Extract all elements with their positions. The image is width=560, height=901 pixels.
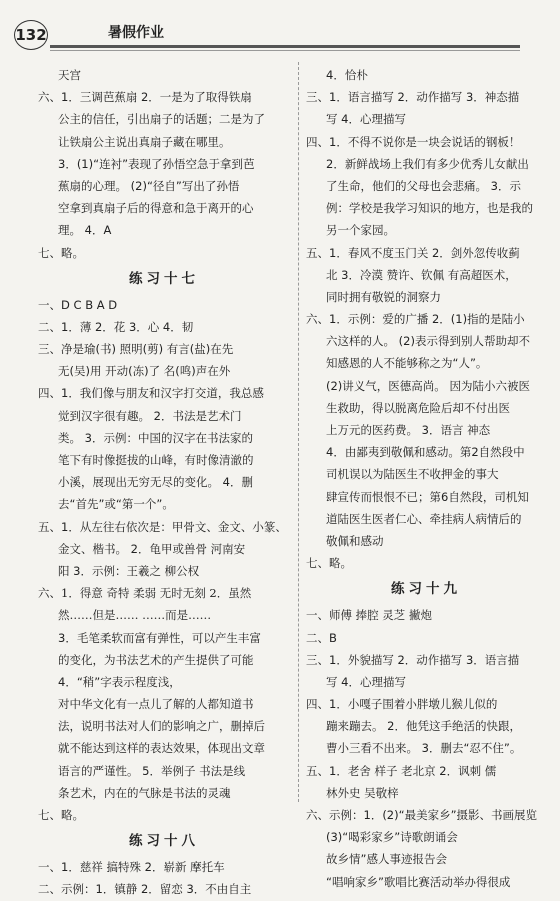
answer-line: 一、1．慈祥 搞特殊 2．崭新 摩托车 xyxy=(38,860,225,875)
answer-line: 空拿到真扇子后的得意和急于离开的心 xyxy=(58,201,254,216)
answer-line: 北 3．冷漠 赞许、钦佩 有高超医术， xyxy=(326,267,517,282)
answer-line: 道陆医生医者仁心、牵挂病人病情后的 xyxy=(326,511,522,526)
answer-line: 四、1．不得不说你是一块会说话的钢板！ xyxy=(306,134,521,149)
answer-line: 条艺术，内在的气脉是书法的灵魂 xyxy=(58,785,231,800)
answer-line: 的变化，为书法艺术的产生提供了可能 xyxy=(58,652,254,667)
answer-line: 二、1．薄 2．花 3．心 4．韧 xyxy=(38,319,194,334)
right-column xyxy=(306,64,546,893)
answer-line: 知感恩的人不能够称之为“人”。 xyxy=(326,356,488,371)
answer-line: 语言的严谨性。 5．举例子 书法是线 xyxy=(58,763,246,778)
column-divider xyxy=(298,62,299,802)
answer-line: 敬佩和感动 xyxy=(326,533,384,548)
answer-line: 例：学校是我学习知识的地方，也是我的 xyxy=(326,201,533,216)
book-title: 暑假作业 xyxy=(108,25,164,41)
answer-line: 肆宣传而恨恨不已；第6自然段，司机知 xyxy=(326,489,529,504)
answer-line: 法，说明书法对人们的影响之广，删掉后 xyxy=(58,719,265,734)
answer-line: 蕉扇的心理。 (2)“径自”写出了孙悟 xyxy=(58,178,240,193)
answer-line: 曹小三看不出来。 3．删去“忍不住”。 xyxy=(326,741,522,756)
answer-line: 四、1．我们像与朋友和汉字打交道，我总感 xyxy=(38,386,264,401)
answer-line: 笔下有时像挺拔的山峰，有时像清澈的 xyxy=(58,453,254,467)
answer-line: 五、1．老舍 样子 老北京 2．讽刺 儒 xyxy=(306,763,497,778)
answer-line: 同时拥有敬锐的洞察力 xyxy=(326,289,441,304)
answer-line: 阳 3．示例：王羲之 柳公权 xyxy=(58,563,200,578)
answer-line: 一、师傅 捧腔 灵芝 撇炮 xyxy=(306,608,432,623)
answer-line: 六、1．示例：爱的广播 2．(1)指的是陆小 xyxy=(306,312,525,327)
answer-line: 2．新鲜战场上我们有多少优秀儿女献出 xyxy=(326,156,529,171)
answer-line: 类。 3．示例：中国的汉字在书法家的 xyxy=(58,430,253,445)
answer-line: 然……但是…… ……而是…… xyxy=(58,608,212,623)
page-header xyxy=(0,0,560,58)
answer-line: 4．由鄙夷到敬佩和感动。第2自然段中 xyxy=(326,445,525,460)
left-column xyxy=(38,64,290,901)
header-rule xyxy=(50,45,520,48)
answer-line: 三、1．外貌描写 2．动作描写 3．语言描 xyxy=(306,652,520,667)
answer-line: 让铁扇公主说出真扇子藏在哪里。 xyxy=(58,134,231,149)
answer-line: 三、1．语言描写 2．动作描写 3．神态描 xyxy=(306,90,520,105)
answer-line: 四、1．小嘎子围着小胖墩儿猴儿似的 xyxy=(306,697,498,712)
section-heading: 练习十七 xyxy=(129,270,199,287)
answer-line: 生救助，得以脱离危险后却不付出医 xyxy=(326,400,510,415)
answer-line: 一、D C B A D xyxy=(38,297,118,312)
answer-line: (3)“喝彩家乡”诗歌朗诵会 xyxy=(326,830,458,845)
answer-line: 觉到汉字很有趣。 2．书法是艺术门 xyxy=(58,408,242,423)
answer-line: 林外史 吴敬梓 xyxy=(326,785,399,800)
answer-line: 4．“稍”字表示程度浅， xyxy=(58,674,181,689)
answer-line: 五、1．从左往右依次是：甲骨文、金文、小篆、 xyxy=(38,519,287,534)
answer-line: 理。 4．A xyxy=(58,223,112,238)
answer-line: 小溪，展现出无穷无尽的变化。 4．删 xyxy=(58,475,253,490)
answer-line: (2)讲义气，医德高尚。 因为陆小六被医 xyxy=(326,378,530,393)
section-heading: 练习十九 xyxy=(391,581,461,598)
answer-line: 就不能达到这样的表达效果，体现出文章 xyxy=(58,741,265,756)
answer-line: 七、略。 xyxy=(306,556,352,571)
answer-line: 了生命，他们的父母也会悲痛。 3．示 xyxy=(326,178,521,193)
answer-line: 二、B xyxy=(306,630,337,645)
header-rule-thin xyxy=(50,50,520,51)
answer-line: 对中华文化有一点儿了解的人都知道书 xyxy=(58,697,254,712)
answer-line: 故乡情”感人事迹报告会 xyxy=(326,852,447,867)
answer-line: 3．毛笔柔软而富有弹性，可以产生丰富 xyxy=(58,630,261,645)
answer-line: 六、1．得意 奇特 柔弱 无时无刻 2．虽然 xyxy=(38,586,252,601)
answer-line: 写 4．心理描写 xyxy=(326,112,406,127)
answer-line: 3．(1)“连衬”表现了孙悟空急于拿到芭 xyxy=(58,156,255,171)
answer-line: “唱响家乡”歌唱比赛活动举办得很成 xyxy=(326,874,511,889)
answer-line: 五、1．春风不度玉门关 2．剑外忽传收蓟 xyxy=(306,245,520,260)
answer-line: 二、示例：1．镇静 2．留恋 3．不由自主 xyxy=(38,882,252,897)
answer-line: 三、净是瑜(书) 照明(剪) 有言(盐)在先 xyxy=(38,342,234,357)
answer-line: 六、1．三调芭蕉扇 2．一是为了取得铁扇 xyxy=(38,90,252,105)
answer-line: 司机误以为陆医生不收押金的事大 xyxy=(326,467,499,482)
answer-line: 另一个家园。 xyxy=(326,223,395,238)
answer-line: 七、略。 xyxy=(38,808,84,822)
answer-line: 蹦来蹦去。 2．他凭这手绝活的快跟， xyxy=(326,719,521,734)
answer-line: 金文、楷书。 2．龟甲或兽骨 河南安 xyxy=(58,541,246,556)
answer-line: 写 4．心理描写 xyxy=(326,674,406,689)
answer-line: 六、示例：1．(2)“最美家乡”摄影、书画展览 xyxy=(306,808,538,822)
answer-line: 4．恰朴 xyxy=(326,68,368,82)
answer-line: 公主的信任，引出扇子的话题；二是为了 xyxy=(58,112,265,127)
answer-line: 七、略。 xyxy=(38,245,84,260)
answer-line: 无(吴)用 开动(冻)了 名(鸣)声在外 xyxy=(58,364,231,379)
answer-line: 上万元的医药费。 3．语言 神态 xyxy=(326,423,491,437)
answer-line: 天宫 xyxy=(58,68,81,82)
page-number: 132 xyxy=(14,20,48,50)
answer-line: 六这样的人。 (2)表示得到别人帮助却不 xyxy=(326,334,530,349)
section-heading: 练习十八 xyxy=(129,833,199,850)
answer-line: 去“首先”或“第一个”。 xyxy=(58,497,174,512)
